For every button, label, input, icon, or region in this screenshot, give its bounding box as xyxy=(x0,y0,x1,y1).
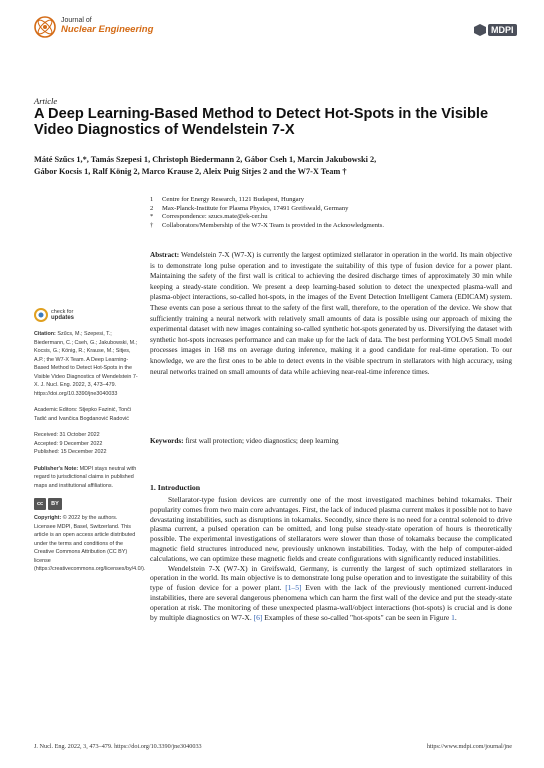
article-type: Article xyxy=(34,96,58,106)
journal-emblem-icon xyxy=(34,16,56,38)
accepted-date: Accepted: 9 December 2022 xyxy=(34,440,103,447)
paragraph: Wendelstein 7-X (W7-X) in Greifswald, Germany, is currently the largest of such optimized stellarators in operation in the world. Its main objective is to demonstrate long pulse operation and to investigate the suitability of this type of fusion device for a power plant. [1–5] Even with the lack of the previously mentioned current-induced instabilities, there are several dangerous phenomena which can harm the first wall of the device and put the steady-state operation at risk. The monitoring of these unexpected plasma-wall/object interactions (hot-spots) is crucial and is done by multiple diagnostics on W7-X. [6] Examples of these so-called "hot-spots" can be seen in Figure 1. xyxy=(150,563,513,622)
keywords-text: first wall protection; video diagnostics; deep learning xyxy=(185,437,339,445)
received-date: Received: 31 October 2022 xyxy=(34,432,100,438)
academic-editors: Academic Editors: Stjepko Fazinić, Tonči Tadić and Ivančica Bogdanović Radović xyxy=(34,407,131,422)
citation-link[interactable]: [1–5] xyxy=(285,583,302,593)
cc-icon: cc xyxy=(34,498,46,510)
page-footer xyxy=(34,743,512,750)
footer-citation[interactable]: J. Nucl. Eng. 2022, 3, 473–479. https://doi.org/10.3390/jne3040033 xyxy=(34,743,202,750)
mdpi-emblem-icon xyxy=(474,24,486,36)
journal-name: Nuclear Engineering xyxy=(61,24,154,35)
citation: Citation: Szűcs, M.; Szepesi, T.; Biedermann, C.; Cseh, G.; Jakubowski, M.; Kocsis, G.; König, R.; Krause, M.; Sitjes, A.P.; the W7-X Team. A Deep Learning-Based Method to Detect Hot-Spots in the Visible Video Diagnostics of Wendelstein 7-X. J. Nucl. Eng. 2022, 3, 473–479. https://doi.org/10.3390/jne3040033 xyxy=(34,331,138,397)
published-date: Published: 15 December 2022 xyxy=(34,449,107,455)
refresh-icon xyxy=(34,308,48,322)
cc-by-license-badge[interactable] xyxy=(34,498,138,510)
affiliation-item: 2 Max-Planck-Institute for Plasma Physics, 17491 Greifswald, Germany xyxy=(150,204,349,212)
publisher-logo[interactable] xyxy=(474,24,517,36)
journal-logo[interactable] xyxy=(34,16,153,38)
dates xyxy=(34,431,138,457)
affiliation-item: † Collaborators/Membership of the W7-X Team is provided in the Acknowledgments. xyxy=(150,221,384,229)
by-icon: BY xyxy=(48,498,62,510)
publisher-note: Publisher's Note: MDPI stays neutral with regard to jurisdictional claims in published maps and institutional affiliations. xyxy=(34,465,137,489)
keywords-label: Keywords: xyxy=(150,437,184,445)
publisher-name: MDPI xyxy=(488,24,517,36)
abstract-text: Wendelstein 7-X (W7-X) is currently the largest optimized stellarator in operation in the world. Its main objective is to demonstrate long pulse operation and to investigate the suitability of this type of fusion device for a power plant. Maintaining the safety of the first wall is critical to achieving the desired discharge times of approximately 30 min while keeping a steady-state condition. We present a deep learning-based solution to detect the unexpected plasma-wall and plasma-object interactions, so-called hot-spots, in the images of the Event Detection Intelligent Camera (EDICAM) system. These events can pose a serious threat to the safety of the first wall, therefore, to the operation of the device. We show that sufficiently training a neural network with relatively small amounts of data is possible using our approach of mixing the experimental dataset with new images containing so-called synthetic hot-spots generated by us. Diversifying the dataset with synthetic hot-spots increases performance and can make up for the lack of data. The best performing YOLOv5 Small model processes images in 168 ms on average during inference, making it a good candidate for real-time operation. To our knowledge, we are the first ones to be able to detect events in the visible spectrum in stellarators with high accuracy, using neural networks trained on small amounts of data while achieving near-real-time inference times. xyxy=(150,251,513,376)
section-heading: 1. Introduction xyxy=(150,483,201,492)
article-title: A Deep Learning-Based Method to Detect Hot-Spots in the Visible Video Diagnostics of Wendelstein 7-X xyxy=(34,106,489,138)
article-sidebar xyxy=(34,308,146,582)
check-for-updates-button[interactable]: check for updates xyxy=(34,308,138,322)
correspondence[interactable]: * Correspondence: szucs.mate@ek-cer.hu xyxy=(150,213,268,221)
abstract xyxy=(150,250,512,377)
abstract-label: Abstract: xyxy=(150,251,180,259)
figure-link[interactable]: 1 xyxy=(451,612,455,622)
author-list xyxy=(34,154,514,178)
affiliation-item: 1 Centre for Energy Research, 1121 Budapest, Hungary xyxy=(150,196,305,203)
paragraph: Stellarator-type fusion devices are currently one of the most investigated machines behind tokamaks. Their popularity comes from two main core advantages. First, the lack of induced plasma current makes it possible not to have devastating instabilities, such as disruptions in tokamaks. Secondly, since there is no need for a central solenoid to drive plasma current, a pulsed operation can be omitted, and long pulse steady-state operation of hours is theoretically possible. The experimental investigations of stellarators were slower than those of tokamaks because the complicated magnetic field structures introduced new, previously unknown instabilities. Today, with the help of computer-aided calculations, we can optimize these magnetic fields and create configurations with significantly reduced instabilities. xyxy=(150,495,512,563)
citation-link[interactable]: [6] xyxy=(253,612,263,622)
authors-line-2: Gábor Kocsis 1, Ralf König 2, Marco Krause 2, Aleix Puig Sitjes 2 and the W7-X Team † xyxy=(34,167,347,176)
affiliations xyxy=(150,196,510,230)
keywords xyxy=(150,436,512,446)
authors-line-1: Máté Szűcs 1,*, Tamás Szepesi 1, Christoph Biedermann 2, Gábor Cseh 1, Marcin Jakubowski 2, xyxy=(34,155,377,164)
journal-name-small: Journal of xyxy=(61,17,92,24)
footer-journal-url[interactable]: https://www.mdpi.com/journal/jne xyxy=(426,743,512,750)
copyright: Copyright: © 2022 by the authors. Licensee MDPI, Basel, Switzerland. This article is an open access article distributed under the terms and conditions of the Creative Commons Attribution (CC BY) license (https://creativecommons.org/licenses/by/4.0/). xyxy=(34,515,146,572)
body-text xyxy=(150,495,512,622)
